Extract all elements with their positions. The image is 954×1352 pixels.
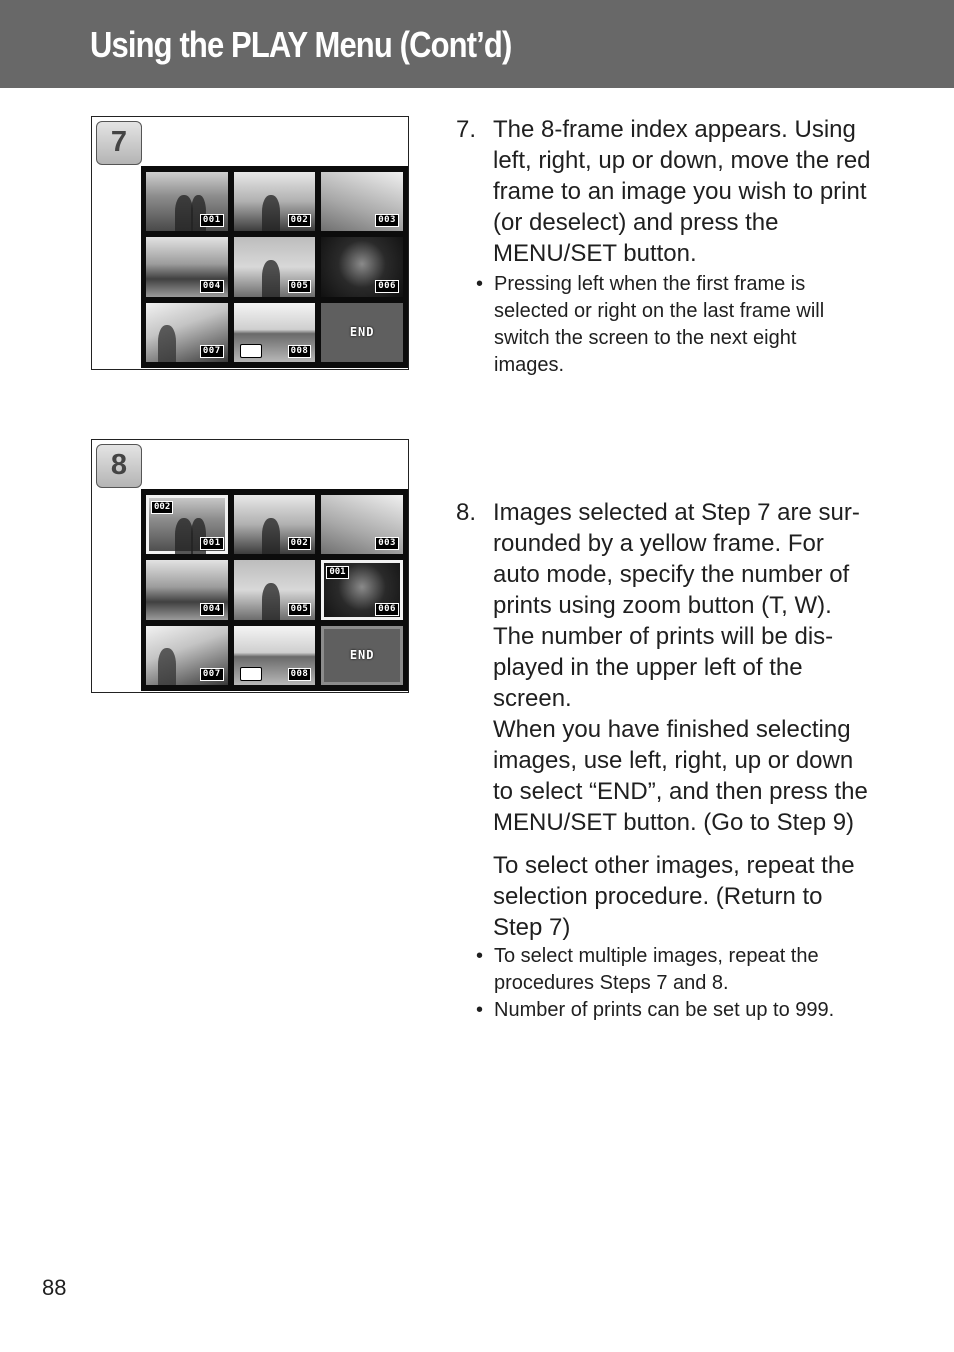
thumbnail: [234, 560, 316, 619]
bullet-icon: •: [476, 945, 484, 967]
bullet-item: [476, 943, 926, 997]
thumbnail: [146, 626, 228, 685]
frame-number: 001: [200, 214, 224, 227]
video-camera-icon: [240, 344, 262, 358]
frame-number: 007: [200, 668, 224, 681]
thumbnail: [146, 303, 228, 362]
text-line: When you have finished selecting: [493, 716, 851, 743]
index-screen: [141, 489, 408, 691]
step-number: 8.: [456, 499, 477, 526]
text-line: Number of prints can be set up to 999.: [494, 999, 835, 1021]
video-camera-icon: [240, 667, 262, 681]
text-line: switch the screen to the next eight: [494, 327, 797, 349]
step-7-text: [456, 114, 926, 379]
step-badge: 7: [96, 121, 142, 165]
step-7-notes: [456, 271, 926, 379]
thumbnail-selected: [321, 560, 403, 619]
text-line: MENU/SET button.: [493, 240, 697, 267]
bullet-item: [476, 271, 926, 379]
frame-number: 003: [375, 537, 399, 550]
text-line: images, use left, right, up or down: [493, 747, 854, 774]
page-header: [0, 0, 954, 88]
frame-number: 008: [288, 345, 312, 358]
page-title: Using the PLAY Menu (Cont’d): [90, 24, 512, 65]
frame-number: 002: [288, 214, 312, 227]
frame-number: 004: [200, 603, 224, 616]
text-line: selected or right on the last frame will: [494, 300, 825, 322]
frame-number: 002: [288, 537, 312, 550]
text-line: frame to an image you wish to print: [493, 178, 867, 205]
step-8: [456, 497, 926, 943]
step-7: [456, 114, 926, 269]
thumbnail: [146, 560, 228, 619]
frame-number: 005: [288, 280, 312, 293]
step-8-text: [456, 497, 926, 1024]
frame-number: 006: [375, 280, 399, 293]
print-count: 002: [151, 501, 173, 514]
text-line: left, right, up or down, move the red: [493, 147, 871, 174]
frame-number: 001: [200, 537, 224, 550]
text-line: To select other images, repeat the: [493, 852, 855, 879]
index-screen: [141, 166, 408, 368]
bullet-icon: •: [476, 273, 484, 295]
print-count: 001: [326, 566, 348, 579]
text-line: To select multiple images, repeat the: [494, 945, 819, 967]
frame-number: 003: [375, 214, 399, 227]
thumbnail: [321, 237, 403, 296]
text-line: played in the upper left of the: [493, 654, 803, 681]
text-line: procedures Steps 7 and 8.: [494, 972, 729, 994]
text-line: images.: [494, 354, 565, 376]
thumbnail: [146, 237, 228, 296]
step-8-notes: [456, 943, 926, 1024]
thumbnail: [321, 172, 403, 231]
step-number: 7.: [456, 116, 477, 143]
text-line: selection procedure. (Return to: [493, 883, 823, 910]
frame-number: 007: [200, 345, 224, 358]
text-line: prints using zoom button (T, W).: [493, 592, 832, 619]
text-line: The 8-frame index appears. Using: [493, 116, 856, 143]
frame-number: 008: [288, 668, 312, 681]
figure-step-7: [91, 116, 409, 370]
text-line: MENU/SET button. (Go to Step 9): [493, 809, 855, 836]
text-line: rounded by a yellow frame. For: [493, 530, 824, 557]
end-button: END: [321, 303, 403, 362]
end-button: END: [321, 626, 403, 685]
frame-number: 006: [375, 603, 399, 616]
text-line: Step 7): [493, 914, 571, 941]
text-line: auto mode, specify the number of: [493, 561, 850, 588]
text-line: to select “END”, and then press the: [493, 778, 868, 805]
text-line: Pressing left when the first frame is: [494, 273, 806, 295]
page-number: 88: [42, 1275, 67, 1300]
thumbnail: [234, 303, 316, 362]
frame-number: 004: [200, 280, 224, 293]
text-line: The number of prints will be dis-: [493, 623, 834, 650]
bullet-item: [476, 997, 926, 1024]
bullet-icon: •: [476, 999, 484, 1021]
thumbnail: [234, 237, 316, 296]
frame-number: 005: [288, 603, 312, 616]
thumbnail: [234, 495, 316, 554]
figure-step-8: [91, 439, 409, 693]
thumbnail-selected: [146, 495, 228, 554]
text-line: (or deselect) and press the: [493, 209, 779, 236]
text-line: screen.: [493, 685, 572, 712]
step-badge: 8: [96, 444, 142, 488]
text-line: Images selected at Step 7 are sur-: [493, 499, 860, 526]
thumbnail: [146, 172, 228, 231]
thumbnail: [234, 626, 316, 685]
thumbnail: [321, 495, 403, 554]
thumbnail: [234, 172, 316, 231]
